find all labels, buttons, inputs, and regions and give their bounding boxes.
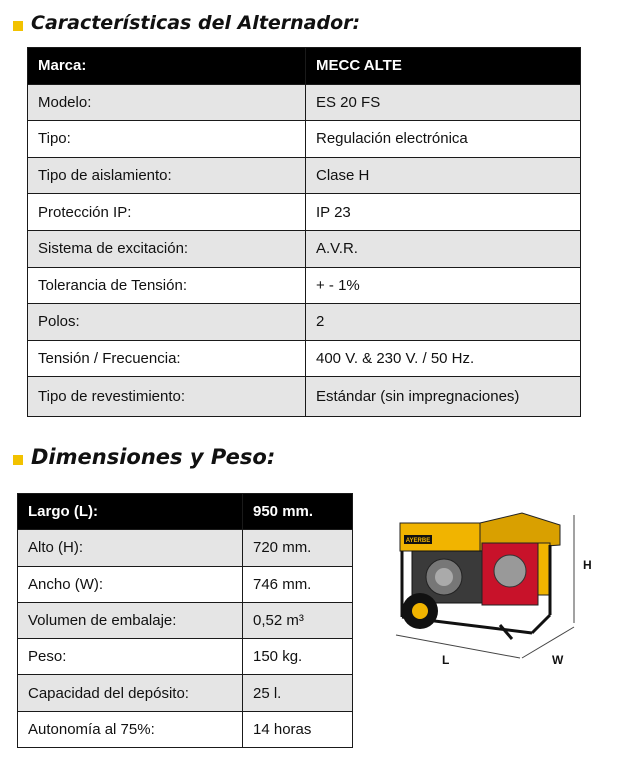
table-row bbox=[18, 639, 353, 675]
yellow-square-bullet-icon bbox=[13, 21, 23, 31]
dimension-l-label: L bbox=[442, 653, 450, 667]
table-row bbox=[18, 711, 353, 747]
row-label: Tolerancia de Tensión: bbox=[28, 267, 306, 304]
wheel-icon bbox=[402, 593, 438, 629]
row-value: ES 20 FS bbox=[306, 84, 581, 121]
header-label: Largo (L): bbox=[18, 494, 243, 530]
row-label: Volumen de embalaje: bbox=[18, 602, 243, 638]
dimension-w-label: W bbox=[552, 653, 564, 667]
generator-illustration bbox=[382, 505, 612, 665]
row-value: Clase H bbox=[306, 157, 581, 194]
row-label: Peso: bbox=[18, 639, 243, 675]
row-label: Capacidad del depósito: bbox=[18, 675, 243, 711]
header-value: 950 mm. bbox=[243, 494, 353, 530]
row-label: Autonomía al 75%: bbox=[18, 711, 243, 747]
dimensions-section-title bbox=[13, 445, 275, 469]
alternator-section-title bbox=[13, 12, 360, 34]
row-value: IP 23 bbox=[306, 194, 581, 231]
table-row bbox=[28, 267, 581, 304]
row-value: + - 1% bbox=[306, 267, 581, 304]
yellow-square-bullet-icon bbox=[13, 455, 23, 465]
row-label: Ancho (W): bbox=[18, 566, 243, 602]
row-value: Regulación electrónica bbox=[306, 121, 581, 158]
table-header-row bbox=[18, 494, 353, 530]
row-label: Protección IP: bbox=[28, 194, 306, 231]
row-label: Tipo: bbox=[28, 121, 306, 158]
row-value: 720 mm. bbox=[243, 530, 353, 566]
row-label: Polos: bbox=[28, 304, 306, 341]
row-label: Tipo de revestimiento: bbox=[28, 377, 306, 417]
row-value: 400 V. & 230 V. / 50 Hz. bbox=[306, 340, 581, 377]
table-row bbox=[28, 377, 581, 417]
table-row bbox=[28, 304, 581, 341]
table-header-row bbox=[28, 48, 581, 85]
table-row bbox=[28, 194, 581, 231]
dimensions-title-text: Dimensiones y Peso: bbox=[31, 445, 276, 469]
row-value: A.V.R. bbox=[306, 230, 581, 267]
row-value: 25 l. bbox=[243, 675, 353, 711]
row-label: Modelo: bbox=[28, 84, 306, 121]
table-row bbox=[28, 157, 581, 194]
row-value: Estándar (sin impregnaciones) bbox=[306, 377, 581, 417]
support-foot-icon bbox=[500, 625, 512, 639]
dimension-h-label: H bbox=[583, 558, 592, 572]
brand-plate: AYERBE bbox=[405, 538, 431, 544]
row-label: Sistema de excitación: bbox=[28, 230, 306, 267]
header-value: MECC ALTE bbox=[306, 48, 581, 85]
row-label: Tipo de aislamiento: bbox=[28, 157, 306, 194]
table-row bbox=[28, 340, 581, 377]
table-row bbox=[18, 602, 353, 638]
row-value: 14 horas bbox=[243, 711, 353, 747]
row-label: Alto (H): bbox=[18, 530, 243, 566]
row-value: 150 kg. bbox=[243, 639, 353, 675]
table-row bbox=[28, 230, 581, 267]
header-label: Marca: bbox=[28, 48, 306, 85]
row-label: Tensión / Frecuencia: bbox=[28, 340, 306, 377]
alternator-title-text: Características del Alternador: bbox=[31, 12, 361, 34]
table-row bbox=[18, 675, 353, 711]
row-value: 2 bbox=[306, 304, 581, 341]
table-row bbox=[28, 121, 581, 158]
table-row bbox=[18, 530, 353, 566]
table-row bbox=[18, 566, 353, 602]
row-value: 746 mm. bbox=[243, 566, 353, 602]
alternator-specs-table bbox=[27, 47, 581, 417]
row-value: 0,52 m³ bbox=[243, 602, 353, 638]
table-row bbox=[28, 84, 581, 121]
dimensions-table bbox=[17, 493, 353, 748]
